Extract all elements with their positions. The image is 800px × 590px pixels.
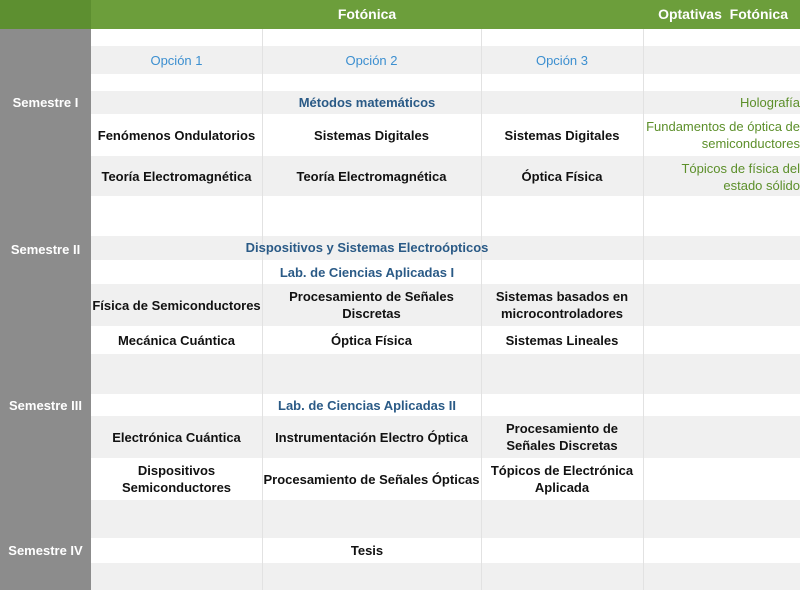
course-cell: Mecánica Cuántica bbox=[117, 332, 236, 348]
course-cell: Teoría Electromagnética bbox=[296, 168, 447, 184]
course-span: Métodos matemáticos bbox=[298, 95, 436, 110]
header-corner bbox=[0, 0, 91, 29]
row-sem2-empty bbox=[91, 354, 800, 394]
course-cell: Sistemas Digitales bbox=[504, 127, 620, 143]
course-cell: Fenómenos Ondulatorios bbox=[97, 127, 256, 143]
option-3-label: Opción 3 bbox=[535, 53, 589, 68]
optativa-item: Fundamentos de óptica de semiconductores bbox=[646, 119, 800, 151]
optativa-item: Holografía bbox=[740, 95, 800, 110]
course-cell: Procesamiento de Señales Discretas bbox=[506, 421, 618, 453]
option-1-label: Opción 1 bbox=[150, 53, 203, 68]
semester-sidebar bbox=[0, 29, 91, 590]
course-cell: Óptica Física bbox=[331, 332, 412, 348]
course-span: Dispositivos y Sistemas Electroópticos bbox=[245, 240, 489, 255]
course-cell: Tópicos de Electrónica Aplicada bbox=[490, 463, 634, 495]
row-sem1-empty bbox=[91, 196, 800, 236]
course-cell: Óptica Física bbox=[521, 168, 603, 184]
semester-2-label: Semestre II bbox=[10, 242, 81, 257]
course-cell: Dispositivos Semiconductores bbox=[121, 463, 232, 495]
course-cell: Teoría Electromagnética bbox=[101, 168, 252, 184]
option-2-label: Opción 2 bbox=[345, 53, 398, 68]
header-title: Fotónica bbox=[337, 6, 397, 22]
semester-3-label: Semestre III bbox=[9, 398, 82, 413]
course-span: Lab. de Ciencias Aplicadas II bbox=[278, 398, 456, 413]
row-sem3-empty bbox=[91, 500, 800, 538]
course-span: Lab. de Ciencias Aplicadas I bbox=[279, 265, 455, 280]
course-cell: Sistemas basados en microcontroladores bbox=[495, 289, 629, 321]
header-optativas: Optativas Fotónica bbox=[658, 6, 788, 22]
course-cell: Instrumentación Electro Óptica bbox=[275, 429, 468, 445]
course-cell: Sistemas Lineales bbox=[505, 332, 619, 348]
row-spacer bbox=[91, 29, 800, 46]
optativa-item: Tópicos de física del estado sólido bbox=[681, 161, 800, 193]
row-spacer bbox=[91, 74, 800, 91]
course-cell: Física de Semiconductores bbox=[92, 297, 261, 313]
course-cell: Procesamiento de Señales Discretas bbox=[289, 289, 454, 321]
column-divider bbox=[643, 29, 644, 590]
semester-1-label: Semestre I bbox=[12, 95, 79, 110]
course-tesis: Tesis bbox=[350, 543, 384, 558]
course-cell: Procesamiento de Señales Ópticas bbox=[263, 471, 480, 487]
row-bottom bbox=[91, 563, 800, 590]
semester-4-label: Semestre IV bbox=[8, 543, 83, 558]
course-cell: Sistemas Digitales bbox=[314, 127, 429, 143]
course-cell: Electrónica Cuántica bbox=[112, 429, 241, 445]
